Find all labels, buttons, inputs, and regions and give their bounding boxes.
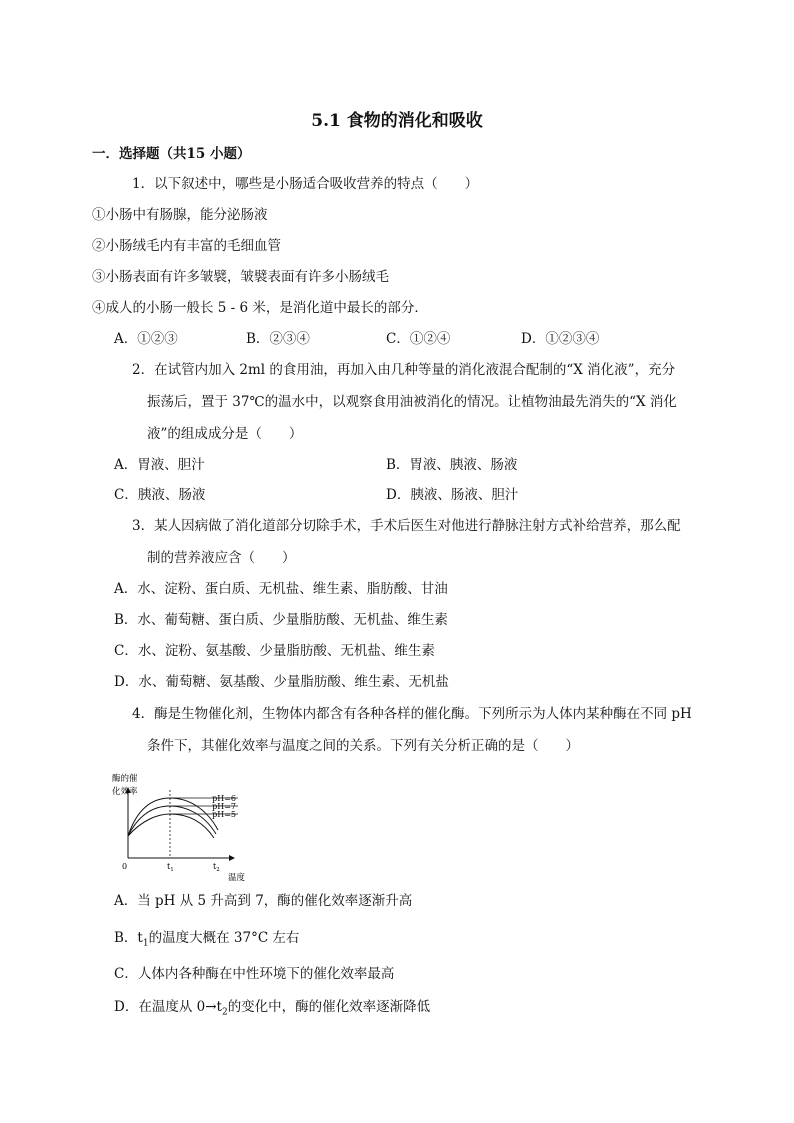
q4-stem-line-2: 条件下，其催化效率与温度之间的关系。下列有关分析正确的是（ ） xyxy=(147,738,579,754)
label-ph5: pH=5 xyxy=(212,810,236,819)
q2-stem-line-3: 液”的组成成分是（ ） xyxy=(147,426,303,442)
q3-option-d[interactable]: D．水、葡萄糖、氨基酸、少量脂肪酸、维生素、无机盐 xyxy=(114,674,449,690)
q3-option-a[interactable]: A．水、淀粉、蛋白质、无机盐、维生素、脂肪酸、甘油 xyxy=(114,581,448,597)
q1-statement-4: ④成人的小肠一般长 5 - 6 米，是消化道中最长的部分． xyxy=(92,300,428,316)
t1-label: $t_1$ xyxy=(167,862,174,873)
q4-option-a[interactable]: A．当 pH 从 5 升高到 7，酶的催化效率逐渐升高 xyxy=(114,893,413,909)
origin-label: 0 xyxy=(122,862,128,871)
q1-option-a[interactable]: A．①②③ xyxy=(114,331,178,347)
q3-option-c[interactable]: C．水、淀粉、氨基酸、少量脂肪酸、无机盐、维生素 xyxy=(114,643,435,659)
q1-option-b[interactable]: B．②③④ xyxy=(246,331,310,347)
q2-option-b[interactable]: B．胃液、胰液、肠液 xyxy=(386,457,518,473)
page-title: 5.1 食物的消化和吸收 xyxy=(311,111,483,131)
t2-label: $t_2$ xyxy=(213,862,220,873)
section-heading: 一．选择题（共15 小题） xyxy=(92,146,251,162)
label-ph7: pH=7 xyxy=(212,802,236,811)
q3-option-b[interactable]: B．水、葡萄糖、蛋白质、少量脂肪酸、无机盐、维生素 xyxy=(114,612,448,628)
figure-ylabel-2: 化效率 xyxy=(112,787,138,797)
label-ph6: pH=6 xyxy=(212,794,236,803)
q4-stem-line-1: 4．酶是生物催化剂，生物体内都含有各种各样的催化酶。下列所示为人体内某种酶在不同 pH xyxy=(132,706,692,722)
q2-option-a[interactable]: A．胃液、胆汁 xyxy=(114,457,205,473)
q2-option-d[interactable]: D．胰液、肠液、胆汁 xyxy=(386,487,519,503)
q1-statement-3: ③小肠表面有许多皱襞，皱襞表面有许多小肠绒毛 xyxy=(92,269,389,285)
q1-statement-2: ②小肠绒毛内有丰富的毛细血管 xyxy=(92,238,281,254)
figure-ylabel-1: 酶的催 xyxy=(112,774,138,784)
q1-stem: 1．以下叙述中，哪些是小肠适合吸收营养的特点（ ） xyxy=(132,176,479,192)
q1-statement-1: ①小肠中有肠腺，能分泌肠液 xyxy=(92,207,268,223)
q4-option-b[interactable]: B．$t_1$的温度大概在 37°C 左右 xyxy=(114,930,300,949)
enzyme-efficiency-figure xyxy=(110,768,250,884)
q2-stem-line-1: 2．在试管内加入 2ml 的食用油，再加入由几种等量的消化液混合配制的“X 消化液”，充分 xyxy=(132,362,676,378)
q1-option-d[interactable]: D．①②③④ xyxy=(521,331,600,347)
q4-option-c[interactable]: C．人体内各种酶在中性环境下的催化效率最高 xyxy=(114,966,395,982)
q1-option-c[interactable]: C．①②④ xyxy=(386,331,451,347)
q3-stem-line-2: 制的营养液应含（ ） xyxy=(147,550,296,566)
figure-xlabel: 温度 xyxy=(228,873,246,883)
q3-stem-line-1: 3．某人因病做了消化道部分切除手术，手术后医生对他进行静脉注射方式补给营养，那么配 xyxy=(132,518,681,534)
q4-option-d[interactable]: D．在温度从 $0\to t_2$的变化中，酶的催化效率逐渐降低 xyxy=(114,999,431,1018)
q2-stem-line-2: 振荡后，置于 37℃的温水中，以观察食用油被消化的情况。让植物油最先消失的“X 消化 xyxy=(147,394,677,410)
q2-option-c[interactable]: C．胰液、肠液 xyxy=(114,487,206,503)
